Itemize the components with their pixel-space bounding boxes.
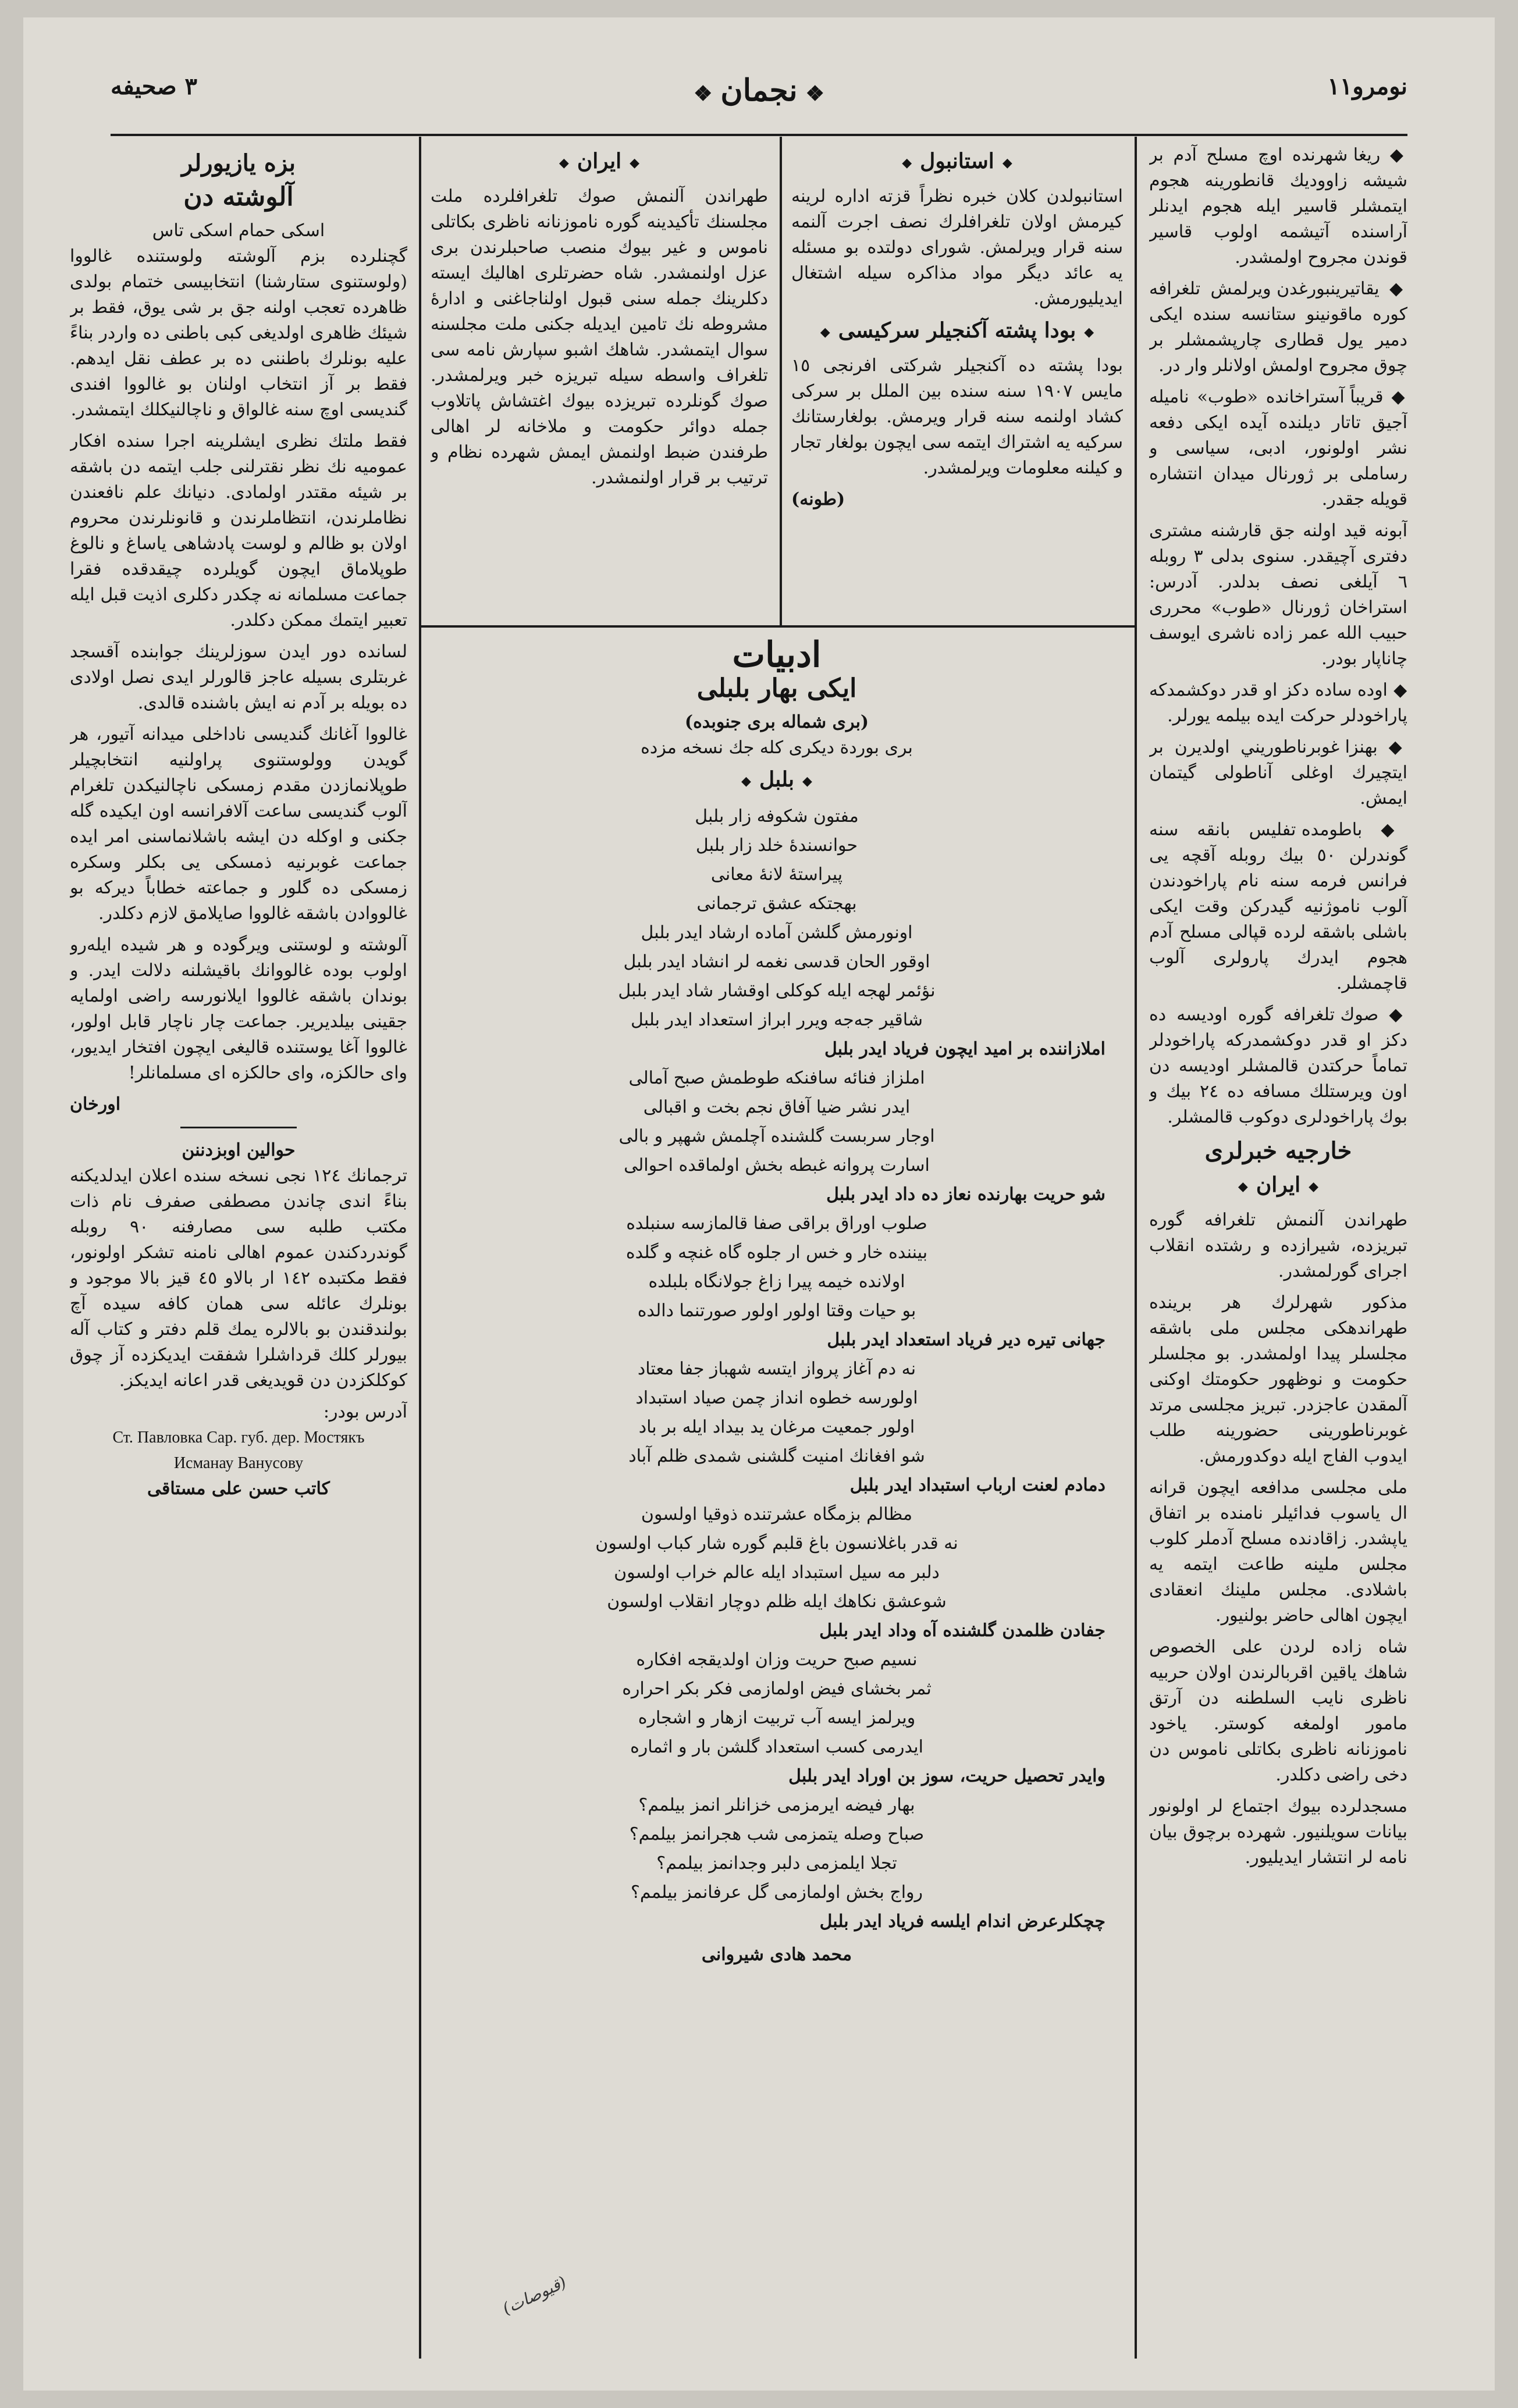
- poem-line: صلوب اوراق براقى صفا قالمازسه سنبلده: [626, 1213, 927, 1234]
- poem-line: شوعشق نكاهك ايله ظلم دوچار انقلاب اولسون: [607, 1591, 947, 1612]
- article-paragraph: گچنلرده بزم آلوشته ولوستنده غالووا (ولوستنوى ستارشنا) انتخابيسى ختمام بولدى ظاهرده تعجب اولنه جق بر شى يوق، فقط بر شيئك ظاهرى اولديغى كبى باطنى ده واردر بناءً عليه بونلرك باطننى ده بر عطف نقل ايدهم. فقط بر آز انتخاب اولنان بو غالووا افندى گنديسى اوچ سنه غالواق و ناچالنيكلك ايتمشدر.: [70, 246, 407, 420]
- budapest-source: (طونه): [791, 489, 845, 510]
- foreign-news-paragraph: ملى مجلسى مدافعه ايچون قرانه ال ياسوب فدائيلر نامنده بر اتفاق ياپشدر. زاقادنده مسلح آدملر كلوب مجلس ملينه طاعت ايتمه يه باشلادى. مجلس ملينك انعقادى ايچون اهالى حاضر بولنيور.: [1149, 1477, 1407, 1626]
- poem-line: بيننده خار و خس ار جلوه گاه غنچه و گلده: [625, 1242, 928, 1263]
- literature-heading: ادبيات: [732, 635, 822, 675]
- news-item: ◆ باطومده تفليس بانقه سنه گوندرلن ٥٠ بيك روبله آقچه يى فرانس فرمه سنه نام پاراخودندن آلوب ناموژنيه گيدركن وقت ايكى باشلى باشقه لرده قپالى مسلح آدم هجوم ايدرك پارولرى آلوب قاچمشلر.: [1149, 817, 1407, 996]
- poem-stanza: [431, 1355, 1123, 1500]
- poem-line: اوجار سربست گلشنده آچلمش شهپر و بالى: [618, 1126, 935, 1146]
- poem-stanza: [431, 1791, 1123, 1936]
- poem-line: بو حيات وقتا اولور اولور صورتنما دالده: [637, 1301, 916, 1321]
- poem-stanza: [431, 1645, 1123, 1791]
- newspaper-title: ❖ نجمان ❖: [685, 73, 833, 108]
- news-item: ◆ اوده ساده دكز او قدر دوكشمدكه پاراخودلر حركت ايده بيلمه يورلر.: [1149, 678, 1407, 729]
- poem-line: اولور جمعيت مرغان يد بيداد ايله بر باد: [638, 1417, 915, 1437]
- notice-text: ترجمانك ١٢٤ نجى نسخه سنده اعلان ايدلديكنه بناءً اندى چاندن مصطفى صفرف نام ذات مكتب طلبه سى مصارفنه ٩٠ روبله گوندردكندن عموم اهالى نامنه تشكر اولونور، فقط مكتبده ١٤٢ ار بالاو ٤٥ قيز بالا موجود و بونلرك عائله سى همان كافه سيده آچ بولندقندن بو بالالره يمك قلم دفتر و كتاب آله بيورلر كلك قرداشلرا شفقت ايديكزده آز چوق كوكلكزدن دن قويديغى قدر اعانه ايديكز.: [70, 1166, 407, 1391]
- poem-line: شاقير جه‌جه‌ ويرر ابراز استعداد ايدر بلبل: [630, 1010, 923, 1030]
- article-paragraph: لسانده دور ايدن سوزلرينك جوابنده آقسجد غربتلرى بسيله عاجز قالورلر ايدى نصل اولادى ده بويله بر آدم نه ايش باشنده قالدى.: [70, 642, 407, 713]
- poem-line: ايدر نشر ضيا آفاق نجم بخت و اقبالى: [643, 1097, 911, 1117]
- poem-line: ويرلمز ايسه آب تربيت ازهار و اشجاره: [638, 1708, 916, 1728]
- article-paragraph: غالووا آغانك گنديسى ناداخلى ميدانه آتيور، هر گويدن وولوستنوى پراولنيه انتخابچيلر طوپلانمازدن مقدم زمسكى ناچالنيكدن تلغرام آلوب گنديسى ساعت آلافرانسه اون ايكيده گله جكنى و اوكله دن ايشه باشلانماسنى امر ايده جماعت غوبرنيه ذمسكى يى بكلر وسكره زمسكى ده گلور و جماعته خطاباً ديركه بو غالووادن باشقه غالووا صايلامق لازم دكلدر.: [70, 724, 407, 924]
- address-line: Ст. Павловка Сар. губ. дер. Мостякъ: [112, 1429, 365, 1447]
- article-paragraph: فقط ملتك نظرى ايشلرينه اجرا سنده افكار عموميه نك نظر نقترلنى جلب ايتمه دن باشقه بر شيئه مقتدر اولمادى. دنيانك علم نافعندن نظاملرندن، انتظاملرندن و قانونلرندن محروم اولان بو ظالم و لوست پادشاهى ياساغ و نالوغ طوپلاماق ايچون گويلرده چيقدقده فقرا جماعت مسلمانه نه چكدر دكلرى اذيت قبل ايله تعبير ايتمك ممكن دكلدر.: [70, 431, 407, 631]
- poem-line: مظالم بزمگاه عشرتنده ذوقيا اولسون: [641, 1504, 913, 1524]
- poem-line: ايدرمى كسب استعداد گلشن بار و اثماره: [630, 1737, 923, 1757]
- poem-line: اوقور الحان قدسى نغمه لر انشاد ايدر بلبل: [623, 952, 930, 972]
- poem-line: بهجتكه عشق ترجمانى: [696, 893, 857, 914]
- news-item: ◆ بهنزا غوبرناطوريني اولديرن بر ايتچيرك اوغلى آناطولى گيتمان ايمش.: [1149, 735, 1407, 811]
- bulbul-heading: ◆ بلبل ◆: [431, 767, 1123, 794]
- poem-line: حوانسندهٔ خلد زار بلبل: [695, 835, 858, 856]
- poem-line: نسيم صبح حريت وزان اولديقجه افكاره: [636, 1650, 918, 1670]
- divider: [180, 1127, 297, 1128]
- poem-stanza: [431, 1209, 1123, 1355]
- column-divider: [780, 137, 782, 625]
- news-item: ◆ ريغا شهرنده اوچ مسلح آدم بر شيشه زاووديك قانطورينه هجوم ايتمشلر قاسير ايله هجوم ايدنلر آراسنده آتيشمه اولوب قاسير قوندن مجروح اولمشدر.: [1149, 143, 1407, 270]
- news-item: ◆ صوك تلغرافه گوره اوديسه ده دكز او قدر دوكشمدركه پاراخودلر تماماً حركتدن قالمشلر اوديسه دن اون ويرستلك مسافه ده ٢٤ بيك و بوك پاراخودلرى دوكوب قالمشلر.: [1149, 1002, 1407, 1130]
- letters-heading: بزه يازيورلر: [181, 149, 296, 177]
- column-right: [1149, 143, 1407, 2353]
- article-author: اورخان: [70, 1094, 121, 1114]
- poem-line: مفتون شكوفه زار بلبل: [695, 806, 859, 827]
- poem-refrain: املازاننده بر اميد ايچون فرياد ايدر بلبل: [824, 1039, 1105, 1059]
- news-item: ◆ يقاتيرينبورغدن ويرلمش تلغرافه كوره ماقونينو ستانسه سنده ايكى دمير يول قطارى چارپشمشلر بر چوق مجروح اولمش اولانلر وار در.: [1149, 276, 1407, 379]
- column-iran: [431, 143, 768, 619]
- article-subtitle: اسكى حمام اسكى تاس: [152, 220, 325, 241]
- poem-author: محمد هادى شيروانى: [701, 1944, 852, 1965]
- poem-refrain: چچكلرعرض اندام ايلسه فرياد ايدر بلبل: [819, 1911, 1105, 1932]
- poem-line: نؤئمر لهجه ايله كوكلى اوقشار شاد ايدر بلبل: [618, 981, 936, 1001]
- foreign-news-heading: خارجيه خبرلرى: [1204, 1137, 1352, 1164]
- page-label: ٣ صحيفه: [111, 73, 197, 100]
- iran-heading: ◆ ايران ◆: [1149, 1172, 1407, 1199]
- poem-line: بهار فيضه ايرمزمى خزانلر انمز بيلمم؟: [638, 1795, 915, 1815]
- poem-line: نه دم آغاز پرواز ايتسه شهباز جفا معتاد: [637, 1359, 916, 1379]
- poem-line: ثمر بخشاى فيض اولمازمى فكر بكر احراره: [622, 1679, 932, 1699]
- newspaper-page: [23, 17, 1495, 2391]
- poem-stanza: [431, 1064, 1123, 1209]
- news-item: آبونه قيد اولنه جق قارشنه مشترى دفترى آچيقدر. سنوى بدلى ٣ روبله ٦ آيلغى نصف بدلدر. آدرس: استراخان ژورنال «طوب» محررى حبيب الله عمر زاده ناشرى ايوسف چاناپار بودر.: [1149, 521, 1407, 669]
- poem-refrain: جفادن ظلمدن گلشنده آه وداد ايدر بلبل: [819, 1620, 1105, 1641]
- poem-line: اونورمش گلشن آماده ارشاد ايدر بلبل: [641, 922, 913, 943]
- column-istanbul: [791, 143, 1123, 619]
- budapest-text: بودا پشته ده آكنجيلر شركتى افرنجى ١٥ مايس ١٩٠٧ سنه سنده بين الملل بر سركى كشاد اولنمه سنه قرار ويرمش. بولغارستانك سركيه يه اشتراك ايتمه سى ايچون بولغار تجار و كيلنه معلومات ويرلمشدر.: [791, 355, 1123, 478]
- poem-refrain: دمادم لعنت ارباب استبداد ايدر بلبل: [849, 1475, 1105, 1495]
- section-rule: [420, 625, 1135, 628]
- poem-line: دلبر مه سيل استبداد ايله عالم خراب اولسون: [614, 1562, 940, 1583]
- column-divider: [419, 137, 421, 2359]
- poem-refrain: شو حريت بهارنده نعاز ده داد ايدر بلبل: [826, 1184, 1105, 1205]
- address-line: Исманау Ванусову: [173, 1454, 304, 1472]
- poem-refrain: وايدر تحصيل حريت، سوز بن اوراد ايدر بلبل: [788, 1766, 1105, 1786]
- poem-stanza: [431, 1500, 1123, 1645]
- masthead: [111, 67, 1407, 131]
- poem-subtitle: (برى شماله برى جنوبده): [684, 712, 869, 732]
- poem-line: اولورسه خطوه انداز چمن صياد استبداد: [635, 1388, 918, 1408]
- poem-line: نه قدر باغلانسون باغ قلبم گوره شار كباب اولسون: [595, 1533, 958, 1554]
- header-rule: [111, 134, 1407, 136]
- address-label: آدرس بودر:: [323, 1402, 407, 1422]
- poem-title: ايكى بهار بلبلى: [696, 674, 857, 703]
- article-paragraph: آلوشته و لوستنى ويرگوده و هر شيده ايلەرو اولوب بوده غالووانك باقيشلنه دلالت ايدر. و بوندان باشقه غالووا ايلانورسه راضى اولمايه جقينى بيلديرير. جماعت چار ناچار قابل اولور، غالووا آغا يوستنده قاليغى ايچون افتخار ايديور، واى حالكزه، واى حالكزه اى مسلمانلر!: [70, 935, 407, 1083]
- poem-stanza: [431, 802, 1123, 918]
- poem-line: شو افغانك امنيت گلشنى شمدى ظلم آباد: [628, 1446, 925, 1466]
- poem-refrain: جهانى تيره دير فرياد استعداد ايدر بلبل: [827, 1330, 1105, 1350]
- column-divider: [1135, 137, 1137, 2359]
- iran-news-heading: ◆ ايران ◆: [431, 148, 768, 176]
- poem-line: صباح وصله يتمزمى شب هجرانمز بيلمم؟: [629, 1824, 925, 1844]
- foreign-news-paragraph: شاه زاده لردن على الخصوص شاهك ياقين اقربالرندن اولان حربيه ناظرى نايب السلطنه دن آرتق مامور اولمغه كوستر. ياخود ناموزنانه ناظرى بكاتلى ناموس دن دخى راضى دكلدر.: [1149, 1637, 1407, 1785]
- iran-news-text: طهراندن آلنمش صوك تلغرافلرده ملت مجلسنك تأكيدينه گوره ناموزنانه ناظرى بكاتلى ناموس و غير بيوك منصب صاحبلرندن برى عزل اولنمشدر. شاه حضرتلرى اهاليك ايسته دكلرينك جمله سنى قبول اولناجاغنى و ادارهٔ مشروطه نك تامين ايديله جكنى ملت مجلسنه سوال ايتمشدر. شاهك اشبو سپارش نامه سى تلغراف واسطه سيله تبريزه خبر ويرلمشدر. صوك گونلرده تبريزده بيوك اغتشاش پاتلاوب جمله دوائر حكومت و ملاخانه لر اهالى طرفندن ضبط اولنمش ايمش شهرده نظام و ترتيب بر قرار اولنمشدر.: [431, 186, 768, 488]
- poem-body: [431, 802, 1123, 1936]
- poem-line: املزاز فنائه سافنكه طوطمش صبح آمالى: [628, 1068, 925, 1088]
- foreign-news-paragraph: طهراندن آلنمش تلغرافه گوره تبريزده، شيرازده و رشتده انقلاب اجراى گورلمشدر.: [1149, 1210, 1407, 1281]
- istanbul-text: استانبولدن كلان خبره نظراً قزته اداره لرينه كيرمش اولان تلغرافلرك نصف اجرت آلنمه سنه قرار ويرلمش. شوراى دولتده بو مسئله يه عائد ديگر مواد مذاكره سيله اشتغال ايديليورمش.: [791, 186, 1123, 309]
- literature-section: [431, 634, 1123, 2356]
- poem-line: اولانده خيمه پيرا زاغ جولانگاه بلبلده: [648, 1271, 905, 1292]
- poem-line: پيراستهٔ لانهٔ معانى: [710, 864, 843, 885]
- poem-line: رواج بخش اولمازمى گل عرفانمز بيلمم؟: [630, 1882, 923, 1903]
- istanbul-heading: ◆ استانبول ◆: [791, 148, 1123, 176]
- poem-line: تجلا ايلمزمى دلبر وجدانمز بيلمم؟: [656, 1853, 897, 1873]
- foreign-news-paragraph: مذكور شهرلرك هر برينده طهراندهكى مجلس ملى باشقه مجلسلر پيدا اولمشدر. بو مجلسلر حكومت و نوظهور حكومتك اوكنى آلمقدن عاجزدر. تبريز مجلسى مرتد غوبرناطورينى حضورينه طلب ايدوب الفاج ايله دوكدورمش.: [1149, 1292, 1407, 1466]
- notice-heading: حوالين اوبزدننن: [182, 1140, 296, 1160]
- foreign-news-paragraph: مسجدلرده بيوك اجتماع لر اولونور بيانات سويلنيور. شهرده برچوق بيان نامه لر انتشار ايديليور.: [1149, 1796, 1407, 1868]
- poem-line: اسارت پروانه غبطه بخش اولماقده احوالى: [624, 1155, 930, 1175]
- poem-note: برى بوردة ديكرى كله جك نسخه مزده: [641, 738, 913, 758]
- archive-stamp: (قيوصات): [499, 2272, 570, 2319]
- issue-number: نومرو١١: [1327, 73, 1407, 100]
- news-item: ◆ قريباً آستراخانده «طوب» ناميله آجيق تاتار ديلنده آيده ايكى دفعه نشر اولونور، ادبى، سياسى و رساملى بر ژورنال ميدان انتشاره قويله جقدر.: [1149, 384, 1407, 512]
- budapest-heading: ◆ بودا پشته آكنجيلر سركيسى ◆: [791, 318, 1123, 345]
- notice-signature: كاتب حسن على مستاقى: [147, 1479, 330, 1499]
- poem-stanza: [431, 918, 1123, 1064]
- column-left: [70, 143, 407, 2353]
- article-title: آلوشته دن: [183, 182, 294, 212]
